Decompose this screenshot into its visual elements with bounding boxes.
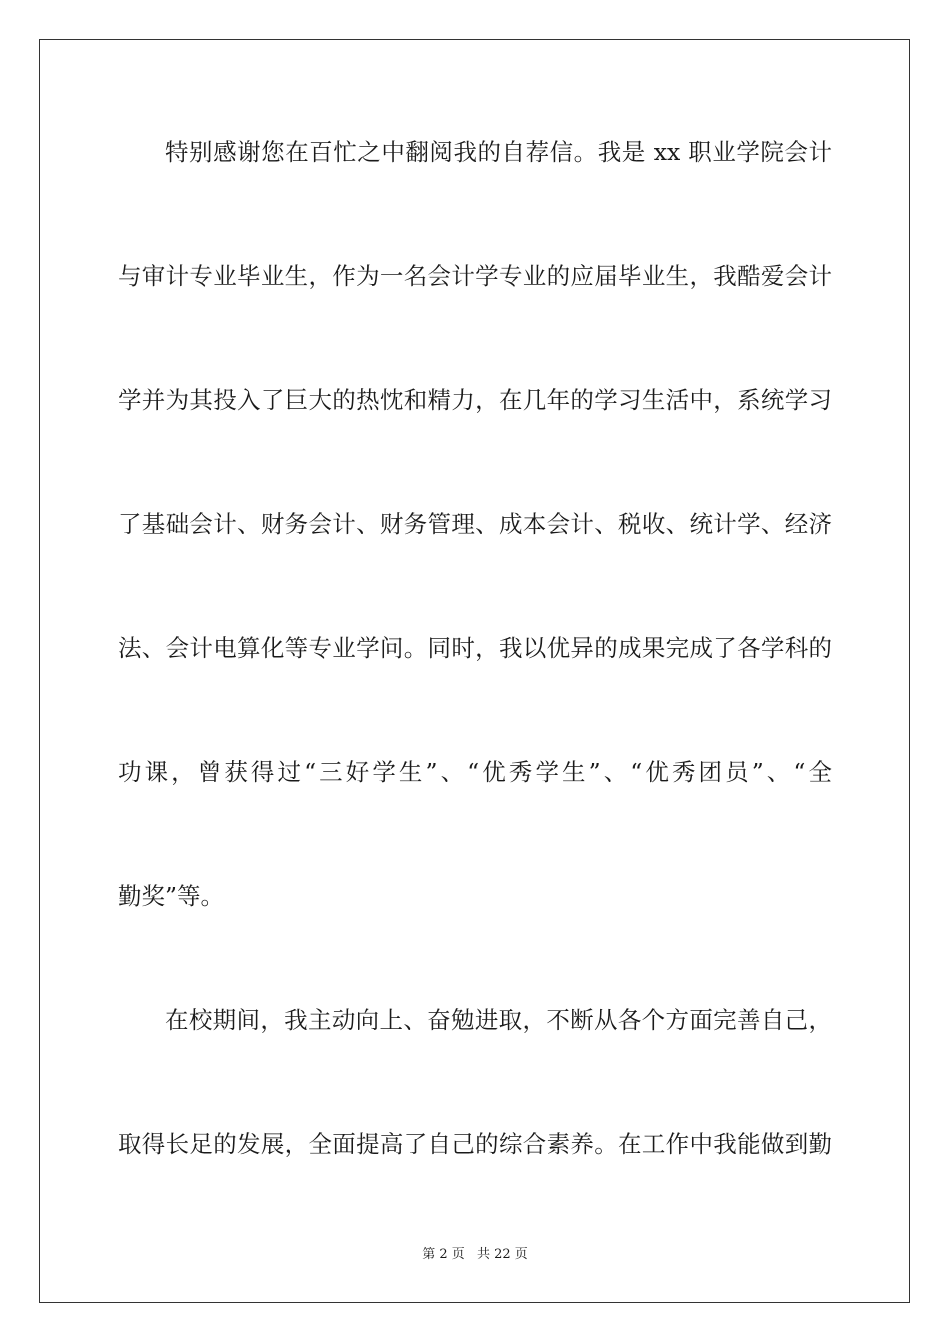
paragraph-1-line-3: 学并为其投入了巨大的热忱和精力，在几年的学习生活中，系统学习 <box>118 386 832 414</box>
paragraph-1-line-6: 功课，曾获得过“三好学生”、“优秀学生”、“优秀团员”、“全 <box>118 758 832 786</box>
paragraph-1-line-5: 法、会计电算化等专业学问。同时，我以优异的成果完成了各学科的 <box>118 634 832 662</box>
paragraph-1-line-7: 勤奖”等。 <box>118 882 225 910</box>
paragraph-1-line-1: 特别感谢您在百忙之中翻阅我的自荐信。我是 xx 职业学院会计 <box>165 138 832 166</box>
paragraph-2-line-2: 取得长足的发展，全面提高了自己的综合素养。在工作中我能做到勤 <box>118 1130 832 1158</box>
page-border <box>39 39 910 1303</box>
page-number: 第 2 页 <box>422 1247 465 1262</box>
page-footer <box>0 1246 950 1264</box>
paragraph-2-line-1: 在校期间，我主动向上、奋勉进取，不断从各个方面完善自己， <box>165 1006 832 1034</box>
paragraph-1-line-2: 与审计专业毕业生，作为一名会计学专业的应届毕业生，我酷爱会计 <box>118 262 832 290</box>
paragraph-1-line-4: 了基础会计、财务会计、财务管理、成本会计、税收、统计学、经济 <box>118 510 832 538</box>
page-total: 共 22 页 <box>476 1247 528 1262</box>
